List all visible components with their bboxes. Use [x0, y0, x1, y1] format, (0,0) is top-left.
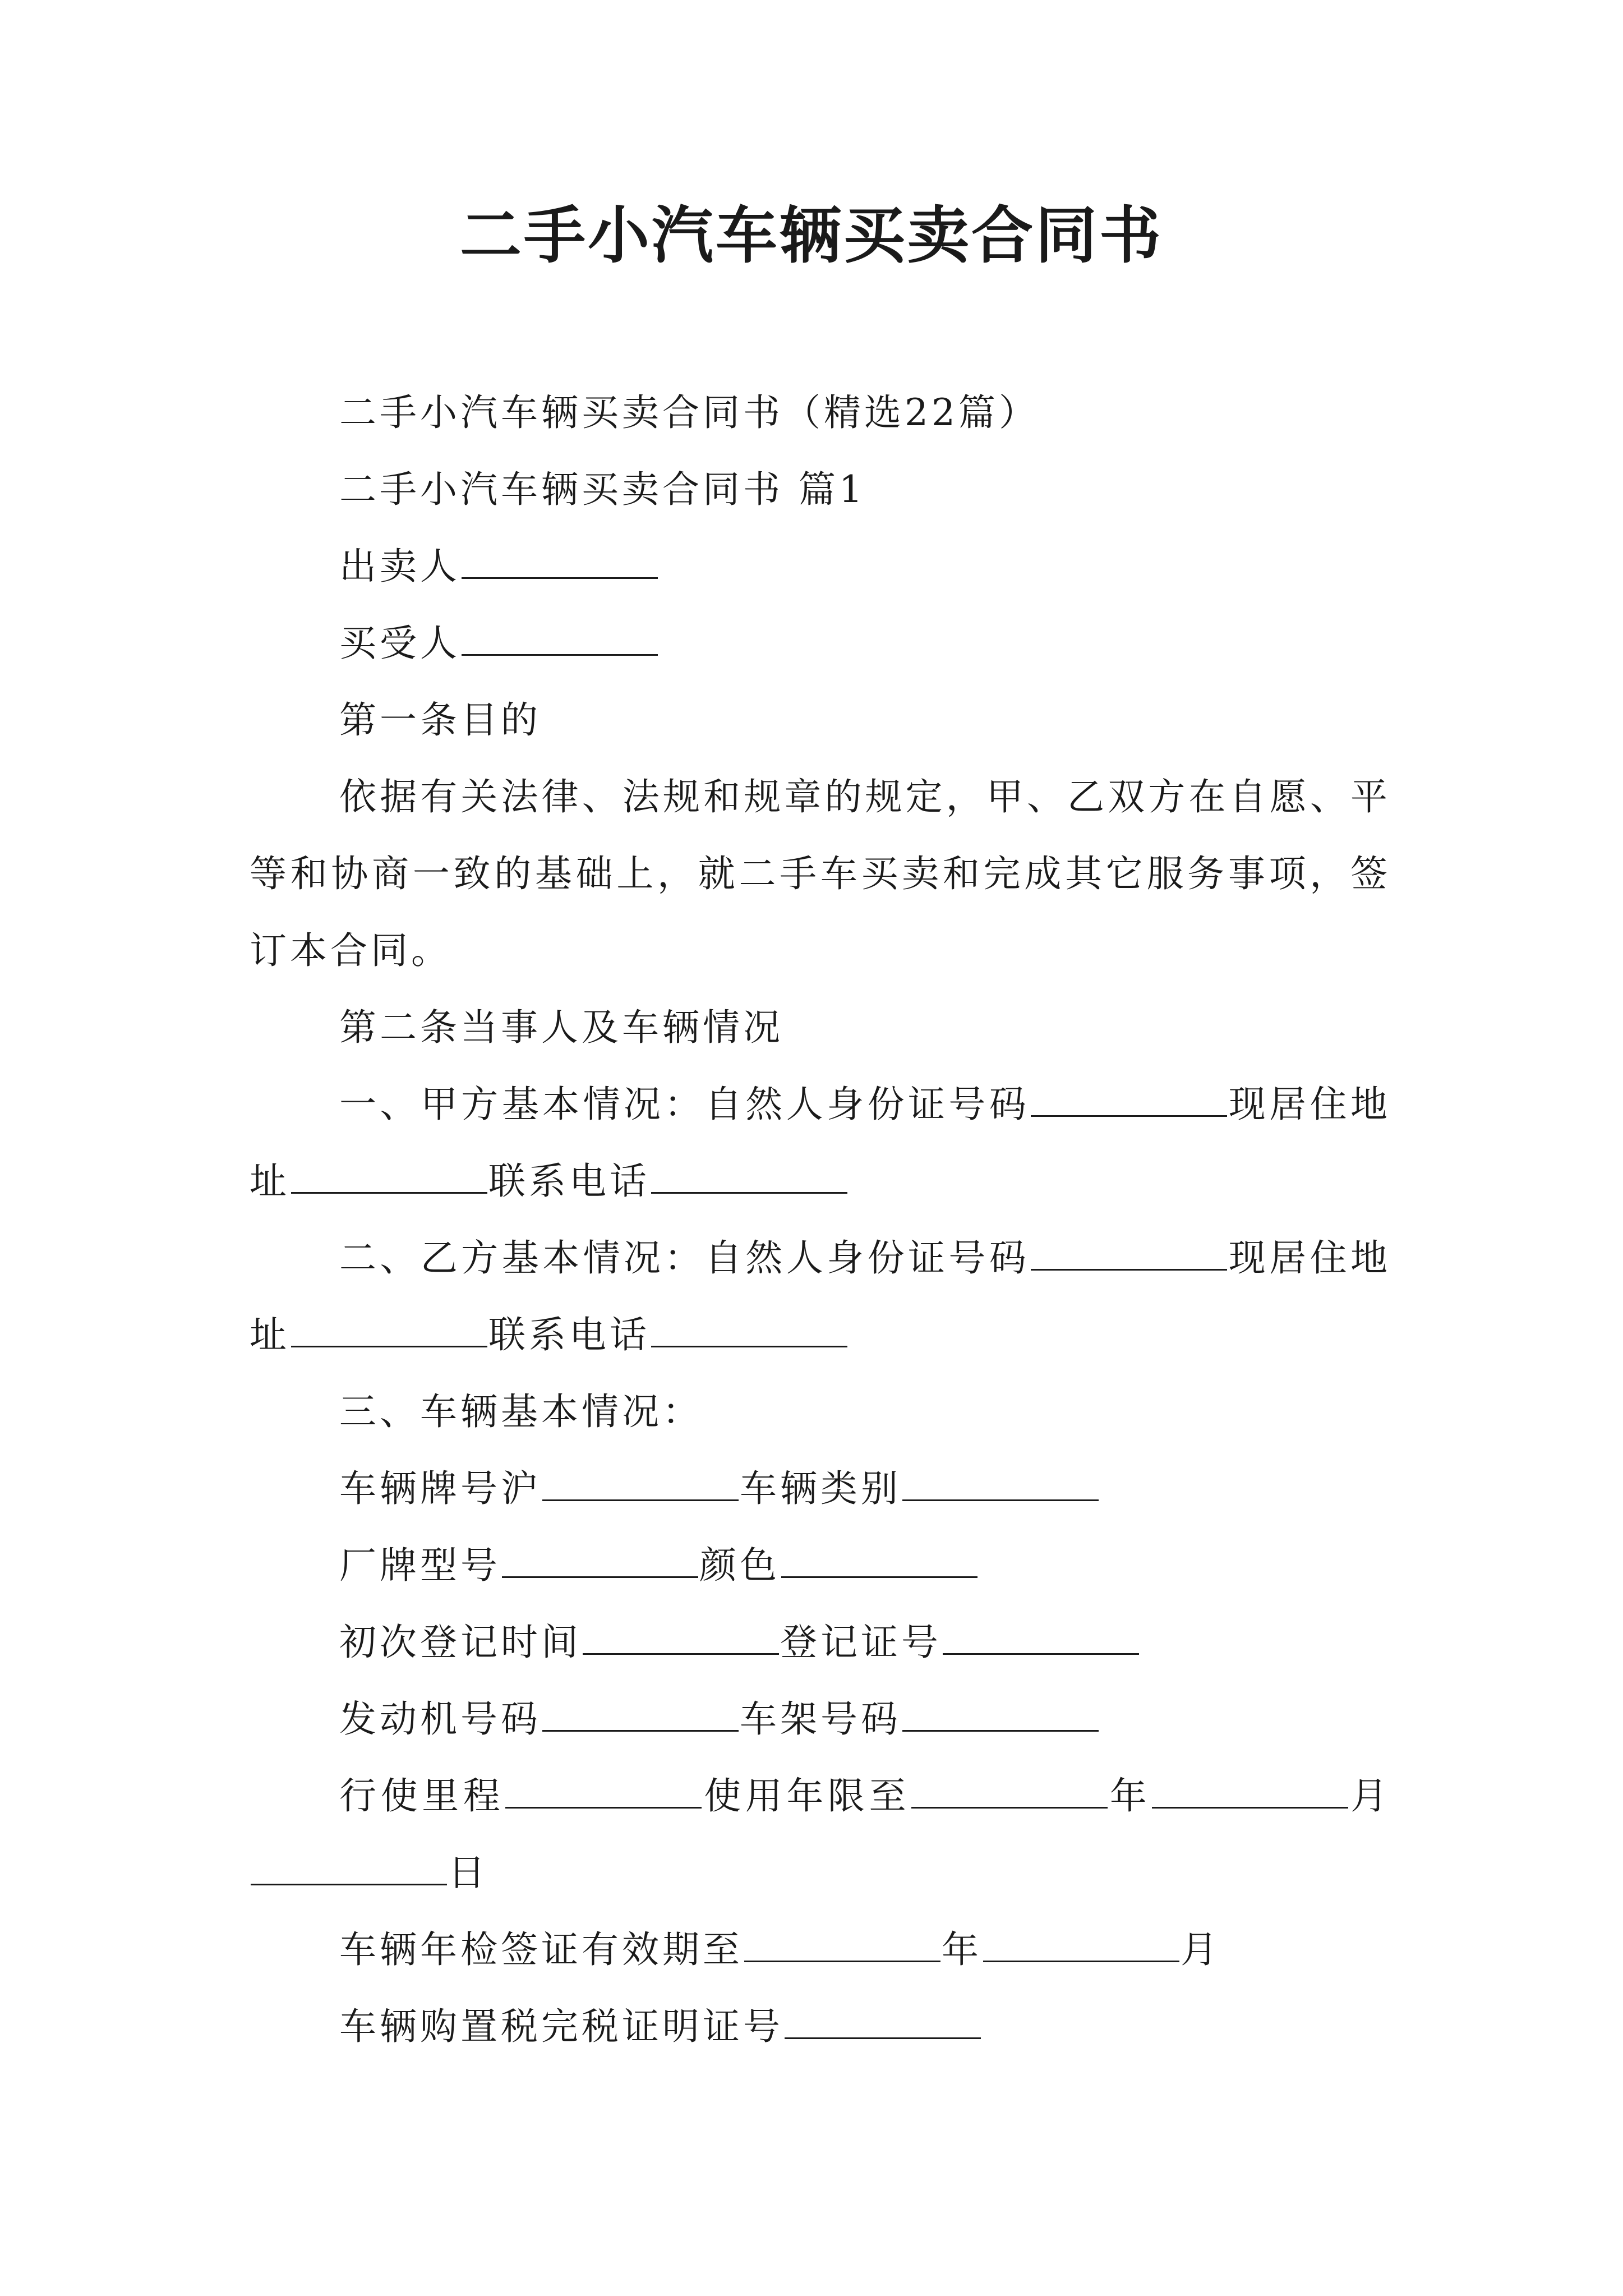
fill-in-blank [462, 548, 658, 579]
paragraph [250, 1988, 1391, 2065]
fill-in-blank [583, 1624, 779, 1655]
paragraph [250, 1450, 1391, 1527]
fill-in-blank [1031, 1086, 1227, 1117]
fill-in-blank [785, 2008, 981, 2039]
document-title: 二手小汽车辆买卖合同书 [460, 199, 1163, 272]
fill-in-blank [902, 1470, 1099, 1501]
paragraph-text: 使用年限至 [703, 1774, 911, 1818]
fill-in-blank [462, 625, 658, 656]
fill-in-blank [902, 1701, 1099, 1732]
paragraph-text: 厂牌型号 [339, 1544, 501, 1587]
paragraph-text: 买受人 [339, 622, 460, 665]
fill-in-blank [651, 1163, 847, 1194]
document-body [250, 374, 1391, 2065]
fill-in-blank [502, 1547, 698, 1578]
paragraph [250, 451, 1391, 528]
paragraph [250, 758, 1391, 989]
paragraph-text: 登记证号 [780, 1621, 942, 1664]
paragraph [250, 682, 1391, 758]
paragraph [250, 1066, 1391, 1220]
paragraph [250, 1911, 1391, 1988]
paragraph-text: 车辆牌号沪 [339, 1467, 541, 1510]
paragraph-text: 行使里程 [339, 1774, 505, 1818]
paragraph-text: 初次登记时间 [339, 1621, 582, 1664]
fill-in-blank [1152, 1778, 1348, 1809]
fill-in-blank [1031, 1240, 1227, 1271]
paragraph-text: 第二条当事人及车辆情况 [339, 1006, 783, 1049]
fill-in-blank [291, 1163, 487, 1194]
paragraph-text: 二、乙方基本情况：自然人身份证号码 [339, 1236, 1030, 1280]
paragraph [250, 1604, 1391, 1681]
paragraph-text: 现居住地址 [250, 1083, 1391, 1203]
paragraph-text: 二手小汽车辆买卖合同书（精选22篇） [339, 391, 1039, 434]
fill-in-blank [542, 1701, 739, 1732]
paragraph-text: 车辆类别 [740, 1467, 901, 1510]
paragraph [250, 528, 1391, 605]
paragraph [250, 1527, 1391, 1604]
paragraph-text: 发动机号码 [339, 1697, 541, 1741]
paragraph-text: 一、甲方基本情况：自然人身份证号码 [339, 1083, 1030, 1126]
fill-in-blank [291, 1317, 487, 1347]
fill-in-blank [651, 1317, 847, 1347]
fill-in-blank [943, 1624, 1139, 1655]
paragraph [250, 374, 1391, 451]
paragraph [250, 1757, 1391, 1911]
paragraph [250, 605, 1391, 682]
paragraph-text: 日 [448, 1851, 488, 1894]
paragraph-text: 二手小汽车辆买卖合同书 篇1 [339, 468, 866, 511]
paragraph-text: 月 [1349, 1774, 1391, 1818]
paragraph [250, 1220, 1391, 1373]
paragraph-text: 年 [1109, 1774, 1151, 1818]
paragraph-text: 现居住地址 [250, 1236, 1391, 1356]
fill-in-blank [744, 1931, 940, 1962]
paragraph-text: 车架号码 [740, 1697, 901, 1741]
paragraph [250, 989, 1391, 1066]
fill-in-blank [251, 1855, 447, 1885]
paragraph-text: 第一条目的 [339, 698, 541, 742]
paragraph-text: 年 [942, 1928, 982, 1971]
paragraph [250, 1681, 1391, 1757]
paragraph-text: 月 [1181, 1928, 1221, 1971]
fill-in-blank [505, 1778, 702, 1809]
paragraph-text: 联系电话 [488, 1159, 650, 1203]
fill-in-blank [781, 1547, 978, 1578]
paragraph-text: 三、车辆基本情况： [339, 1390, 703, 1433]
fill-in-blank [983, 1931, 1179, 1962]
fill-in-blank [542, 1470, 739, 1501]
paragraph-text: 出卖人 [339, 545, 460, 588]
paragraph-text: 颜色 [699, 1544, 780, 1587]
fill-in-blank [911, 1778, 1108, 1809]
paragraph-text: 联系电话 [488, 1313, 650, 1356]
paragraph-text: 车辆年检签证有效期至 [339, 1928, 743, 1971]
paragraph [250, 1373, 1391, 1450]
paragraph-text: 依据有关法律、法规和规章的规定，甲、乙双方在自愿、平等和协商一致的基础上，就二手车买卖和完成其它服务事项，签订本合同。 [250, 775, 1391, 972]
paragraph-text: 车辆购置税完税证明证号 [339, 2005, 783, 2048]
